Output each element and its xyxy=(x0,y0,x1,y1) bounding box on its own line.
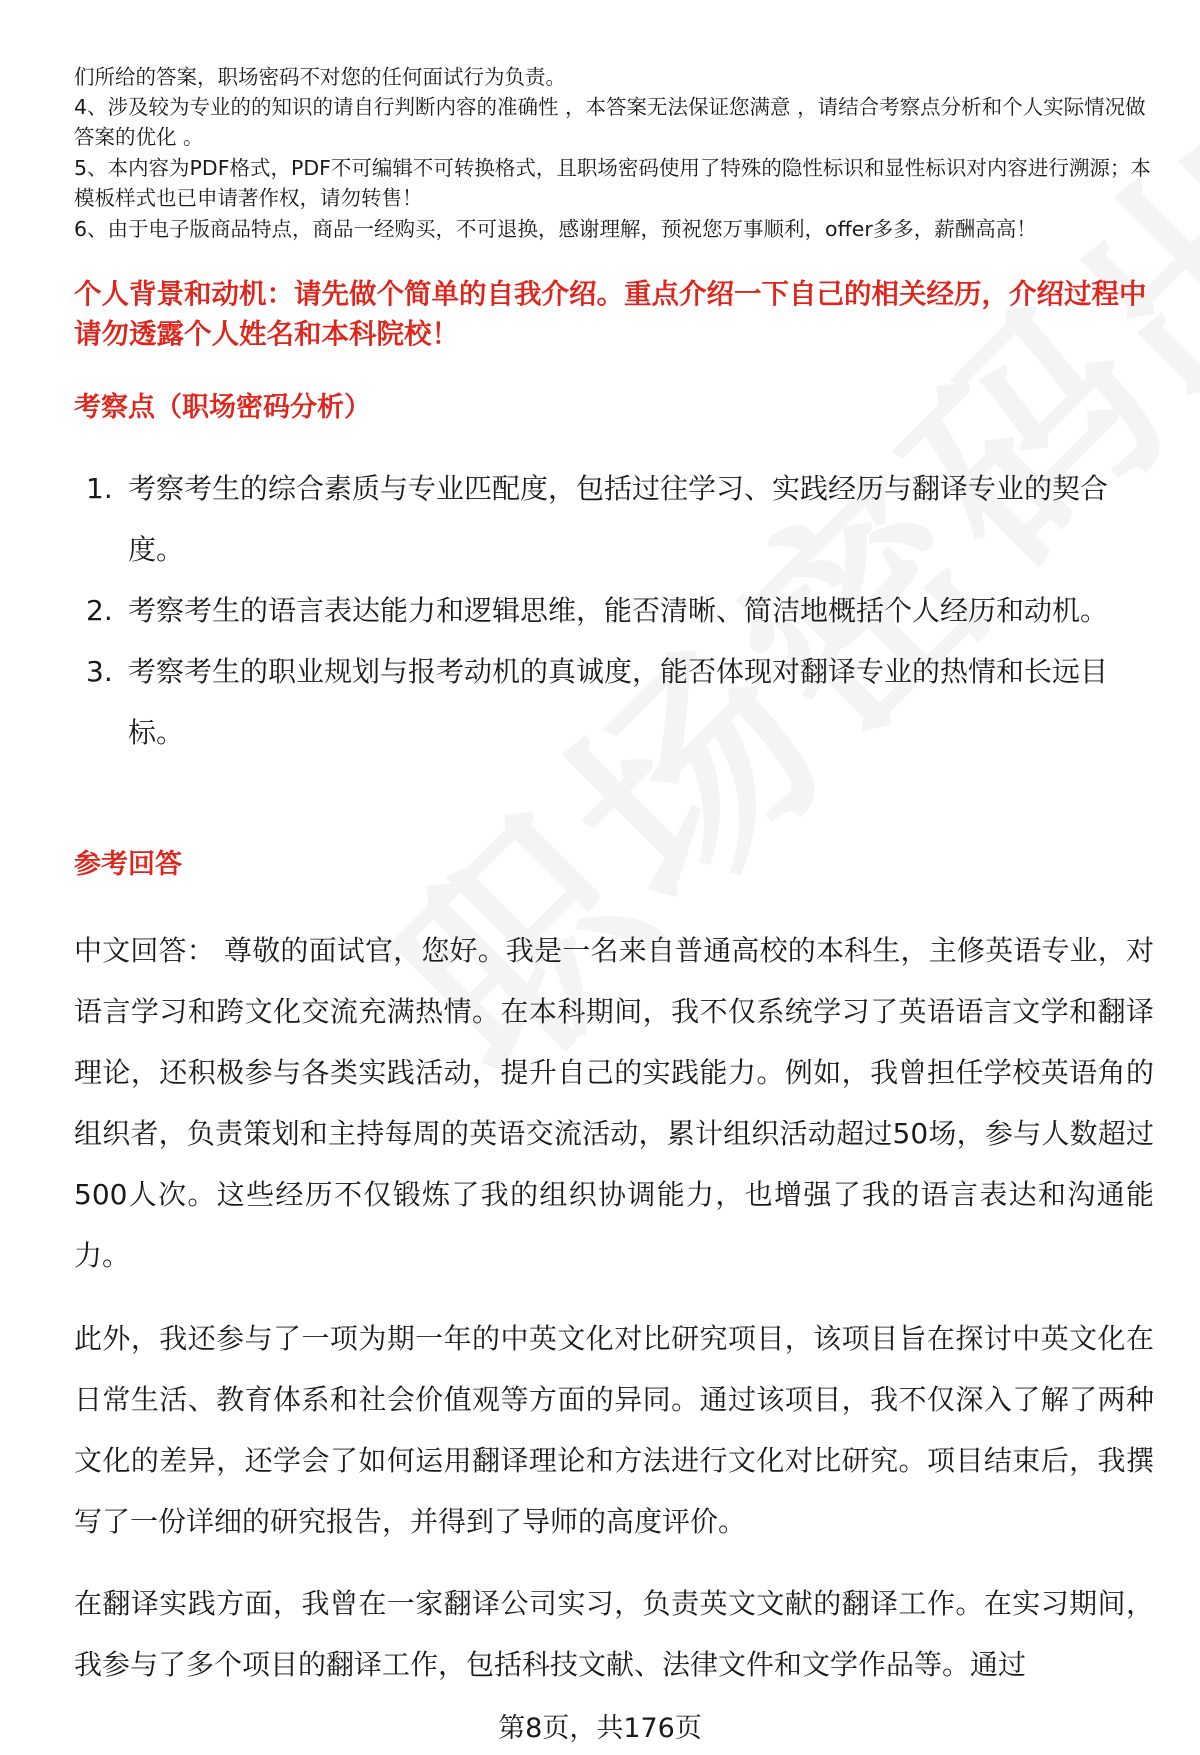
list-item-text: 考察考生的职业规划与报考动机的真诚度，能否体现对翻译专业的热情和长远目标。 xyxy=(128,655,1109,749)
page-number-footer: 第8页，共176页 xyxy=(498,1713,702,1744)
list-item-text: 考察考生的语言表达能力和逻辑思维，能否清晰、简洁地概括个人经历和动机。 xyxy=(128,594,1109,627)
answer-paragraph-3: 在翻译实践方面，我曾在一家翻译公司实习，负责英文文献的翻译工作。在实习期间，我参与了多个项目的翻译工作，包括科技文献、法律文件和文学作品等。通过 xyxy=(74,1587,1154,1681)
list-item-number: 2. xyxy=(86,594,113,627)
answer-paragraph-1: 中文回答： 尊敬的面试官，您好。我是一名来自普通高校的本科生，主修英语专业，对语言学习和跨文化交流充满热情。在本科期间，我不仅系统学习了英语语言文学和翻译理论，还积极参与各类实践活动，提升自己的实践能力。例如，我曾担任学校英语角的组织者，负责策划和主持每周的英语交流活动，累计组织活动超过50场，参与人数超过500人次。这些经历不仅锻炼了我的组织协调能力，也增强了我的语言表达和沟通能力。 xyxy=(74,934,1154,1272)
notice-line-2: 4、涉及较为专业的的知识的请自行判断内容的准确性 ，本答案无法保证您满意 ，请结合考察点分析和个人实际情况做答案的优化 。 xyxy=(74,95,1146,149)
answer-heading: 参考回答 xyxy=(74,849,182,880)
points-heading: 考察点（职场密码分析） xyxy=(74,392,371,423)
answer-paragraph-2: 此外，我还参与了一项为期一年的中英文化对比研究项目，该项目旨在探讨中英文化在日常生活、教育体系和社会价值观等方面的异同。通过该项目，我不仅深入了解了两种文化的差异，还学会了如何运用翻译理论和方法进行文化对比研究。项目结束后，我撰写了一份详细的研究报告，并得到了导师的高度评价。 xyxy=(74,1322,1154,1538)
notice-line-1: 们所给的答案，职场密码不对您的任何面试行为负责。 xyxy=(74,65,566,89)
list-item-text: 考察考生的综合素质与专业匹配度，包括过往学习、实践经历与翻译专业的契合度。 xyxy=(128,472,1109,566)
notice-line-4: 6、由于电子版商品特点，商品一经购买，不可退换，感谢理解，预祝您万事顺利，offer多多，薪酬高高！ xyxy=(74,217,1037,241)
notice-line-3: 5、本内容为PDF格式，PDF不可编辑不可转换格式，且职场密码使用了特殊的隐性标识和显性标识对内容进行溯源；本模板样式也已申请著作权，请勿转售！ xyxy=(74,156,1151,210)
list-item-number: 3. xyxy=(86,655,113,688)
list-item xyxy=(74,580,1154,641)
list-item-number: 1. xyxy=(86,472,113,505)
question-heading: 个人背景和动机：请先做个简单的自我介绍。重点介绍一下自己的相关经历，介绍过程中请勿透露个人姓名和本科院校！ xyxy=(74,278,1147,350)
points-list xyxy=(74,458,1154,763)
list-item xyxy=(74,641,1154,763)
list-item xyxy=(74,458,1154,580)
